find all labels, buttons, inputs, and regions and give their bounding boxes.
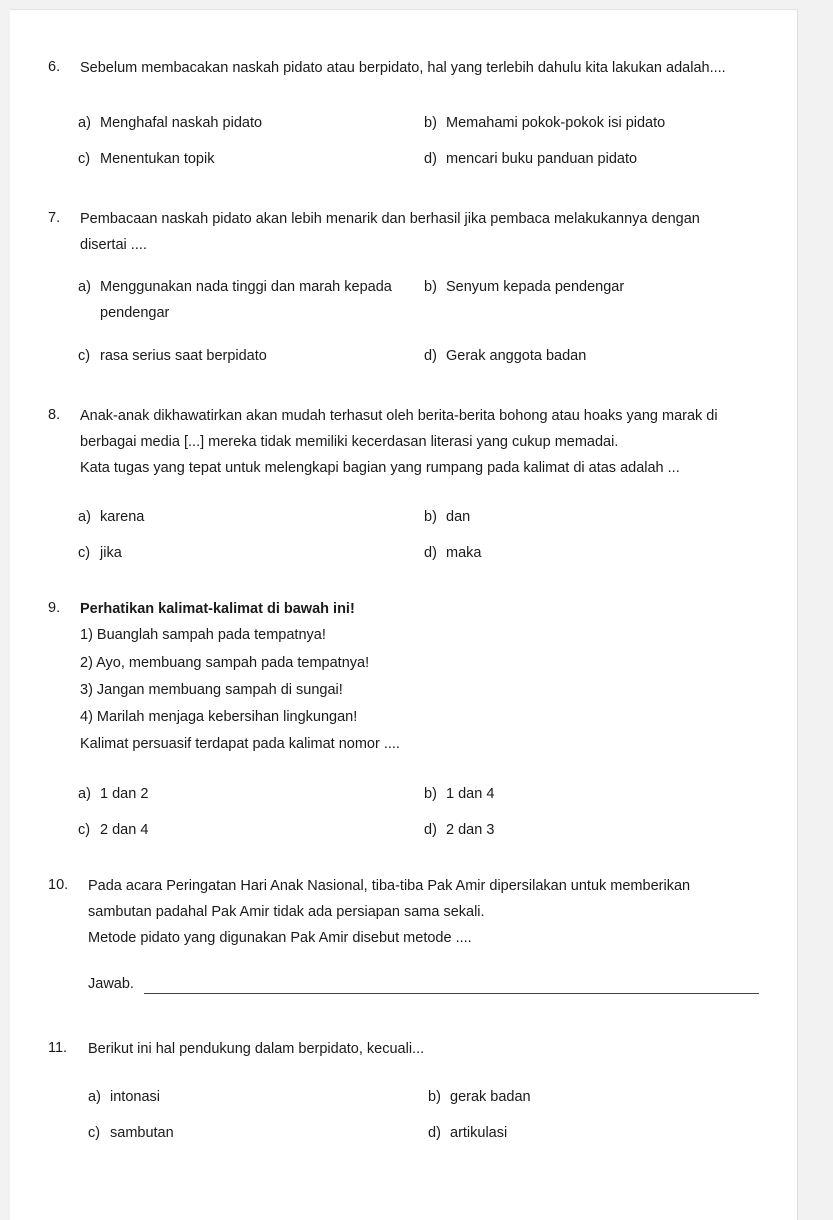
option-text: jika (100, 545, 122, 561)
sentence-3: 3) Jangan membuang sampah di sungai! (80, 682, 343, 698)
option-text: dan (446, 509, 471, 525)
option-c[interactable] (78, 343, 267, 369)
option-letter: c) (88, 1125, 101, 1141)
answer-label: Jawab. (88, 976, 134, 992)
question-text: Kalimat persuasif terdapat pada kalimat nomor .... (80, 736, 400, 752)
option-d[interactable] (424, 817, 494, 843)
option-text: Memahami pokok-pokok isi pidato (446, 115, 666, 131)
option-text-continued: pendengar (100, 305, 170, 321)
question-number: 10. (48, 877, 69, 893)
question-text: Pembacaan naskah pidato akan lebih menarik dan berhasil jika pembaca melakukannya dengan (80, 211, 700, 227)
question-text: disertai .... (80, 237, 147, 253)
option-d[interactable] (428, 1120, 507, 1146)
question-number: 9. (48, 600, 61, 616)
question-text: Anak-anak dikhawatirkan akan mudah terhasut oleh berita-berita bohong atau hoaks yang marak di (80, 408, 718, 424)
option-text: Menghafal naskah pidato (100, 115, 263, 131)
question-text: berbagai media [...] mereka tidak memiliki kecerdasan literasi yang cukup memadai. (80, 434, 619, 450)
question-text: sambutan padahal Pak Amir tidak ada persiapan sama sekali. (88, 904, 485, 920)
option-text: Senyum kepada pendengar (446, 279, 625, 295)
option-letter: d) (424, 151, 437, 167)
question-number: 8. (48, 407, 61, 423)
option-a[interactable] (78, 504, 144, 530)
option-text: artikulasi (450, 1125, 508, 1141)
option-letter: a) (78, 115, 91, 131)
option-c[interactable] (78, 146, 214, 172)
question-text: Pada acara Peringatan Hari Anak Nasional, tiba-tiba Pak Amir dipersilakan untuk memberikan (88, 878, 691, 894)
option-d[interactable] (424, 343, 586, 369)
option-d[interactable] (424, 540, 481, 566)
option-letter: d) (424, 545, 437, 561)
option-letter: c) (78, 545, 91, 561)
option-d[interactable] (424, 146, 637, 172)
worksheet-page (10, 9, 798, 1220)
question-text: Kata tugas yang tepat untuk melengkapi bagian yang rumpang pada kalimat di atas adalah ... (80, 460, 680, 476)
option-text: gerak badan (450, 1089, 531, 1105)
option-letter: d) (424, 822, 437, 838)
option-b[interactable] (424, 110, 665, 136)
question-instruction: Perhatikan kalimat-kalimat di bawah ini! (80, 601, 355, 617)
option-letter: a) (78, 279, 91, 295)
option-a[interactable] (78, 274, 392, 300)
option-text: Menggunakan nada tinggi dan marah kepada (100, 279, 392, 295)
option-letter: d) (424, 348, 437, 364)
option-text: 1 dan 4 (446, 786, 495, 802)
option-c[interactable] (78, 540, 122, 566)
sentence-4: 4) Marilah menjaga kebersihan lingkungan! (80, 709, 358, 725)
question-number: 11. (48, 1040, 68, 1056)
option-letter: b) (424, 279, 437, 295)
sentence-2: 2) Ayo, membuang sampah pada tempatnya! (80, 655, 370, 671)
option-text: 2 dan 4 (100, 822, 149, 838)
option-text: intonasi (110, 1089, 160, 1105)
option-letter: c) (78, 822, 91, 838)
option-letter: b) (428, 1089, 441, 1105)
question-text: Sebelum membacakan naskah pidato atau berpidato, hal yang terlebih dahulu kita lakukan adalah.... (80, 60, 726, 76)
option-c[interactable] (78, 817, 148, 843)
option-text: karena (100, 509, 145, 525)
option-text: 1 dan 2 (100, 786, 149, 802)
option-b[interactable] (424, 781, 494, 807)
option-a[interactable] (78, 110, 262, 136)
option-text: maka (446, 545, 482, 561)
option-text: sambutan (110, 1125, 174, 1141)
option-c[interactable] (88, 1120, 174, 1146)
option-letter: c) (78, 348, 91, 364)
answer-line[interactable] (144, 993, 759, 994)
sentence-1: 1) Buanglah sampah pada tempatnya! (80, 627, 326, 643)
question-text: Berikut ini hal pendukung dalam berpidato, kecuali... (88, 1041, 425, 1057)
option-letter: a) (78, 786, 91, 802)
option-text: 2 dan 3 (446, 822, 495, 838)
option-letter: b) (424, 786, 437, 802)
option-text: Menentukan topik (100, 151, 215, 167)
option-b[interactable] (428, 1084, 531, 1110)
question-number: 7. (48, 210, 61, 226)
option-a[interactable] (78, 781, 148, 807)
option-text: Gerak anggota badan (446, 348, 587, 364)
option-text: rasa serius saat berpidato (100, 348, 267, 364)
option-letter: d) (428, 1125, 441, 1141)
option-a[interactable] (88, 1084, 160, 1110)
option-letter: b) (424, 509, 437, 525)
option-letter: a) (88, 1089, 101, 1105)
option-letter: b) (424, 115, 437, 131)
question-number: 6. (48, 59, 61, 75)
question-text: Metode pidato yang digunakan Pak Amir disebut metode .... (88, 930, 472, 946)
option-b[interactable] (424, 504, 470, 530)
option-text: mencari buku panduan pidato (446, 151, 638, 167)
option-letter: c) (78, 151, 91, 167)
option-letter: a) (78, 509, 91, 525)
option-b[interactable] (424, 274, 624, 300)
